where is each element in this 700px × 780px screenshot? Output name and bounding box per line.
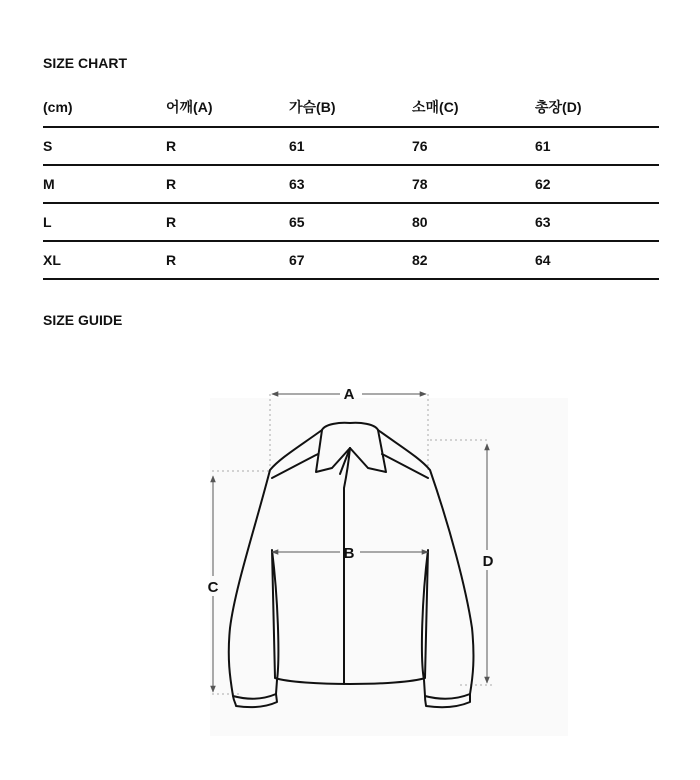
length-value: 62 <box>535 176 551 192</box>
diagram-background <box>207 398 568 736</box>
size-chart-table <box>43 88 659 280</box>
label-b: B <box>343 545 355 562</box>
sleeve-value: 82 <box>412 252 428 268</box>
sleeve-value: 78 <box>412 176 428 192</box>
header-chest: 가슴(B) <box>289 99 336 115</box>
shoulder-value: R <box>166 252 177 268</box>
size-label: L <box>43 214 52 230</box>
chest-value: 67 <box>289 252 305 268</box>
sleeve-value: 80 <box>412 214 428 230</box>
size-label: S <box>43 138 53 154</box>
shoulder-value: R <box>166 214 177 230</box>
table-row <box>43 128 659 166</box>
label-a: A <box>343 386 355 403</box>
table-header-row <box>43 88 659 128</box>
size-guide-title: SIZE GUIDE <box>43 312 123 328</box>
size-label: M <box>43 176 55 192</box>
jacket-measurement-diagram <box>200 378 580 738</box>
header-shoulder: 어깨(A) <box>166 99 213 115</box>
shoulder-value: R <box>166 138 177 154</box>
size-chart-title: SIZE CHART <box>43 55 127 71</box>
table-row <box>43 166 659 204</box>
chest-value: 63 <box>289 176 305 192</box>
length-value: 61 <box>535 138 551 154</box>
sleeve-value: 76 <box>412 138 428 154</box>
header-unit: (cm) <box>43 99 73 115</box>
chest-value: 65 <box>289 214 305 230</box>
chest-value: 61 <box>289 138 305 154</box>
length-value: 63 <box>535 214 551 230</box>
label-c: C <box>207 579 219 596</box>
size-label: XL <box>43 252 61 268</box>
header-length: 총장(D) <box>535 99 582 115</box>
header-sleeve: 소매(C) <box>412 99 459 115</box>
shoulder-value: R <box>166 176 177 192</box>
table-row <box>43 242 659 280</box>
label-d: D <box>482 553 494 570</box>
length-value: 64 <box>535 252 551 268</box>
table-row <box>43 204 659 242</box>
